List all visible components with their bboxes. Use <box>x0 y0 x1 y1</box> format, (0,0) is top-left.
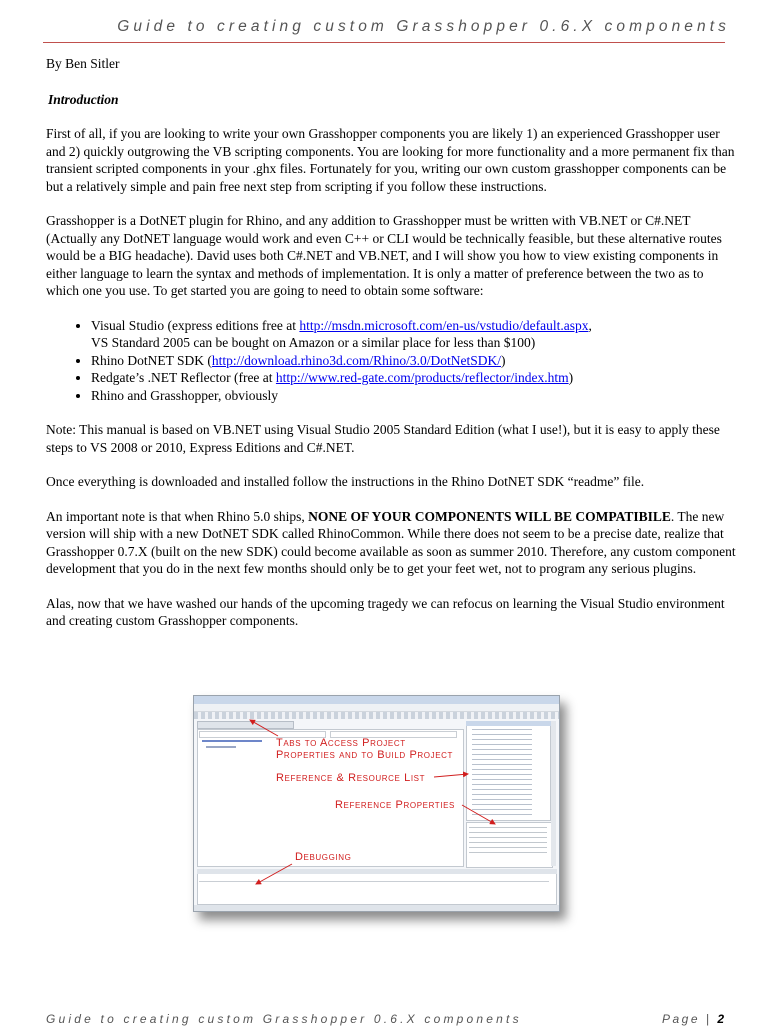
footer-page-indicator: Page | 2 <box>662 1012 725 1026</box>
software-item-rhino-grasshopper: • Rhino and Grasshopper, obviously <box>91 387 736 405</box>
paragraph-intro: First of all, if you are looking to write your own Grasshopper components you are likely 1) an experienced Grasshopper user and 2) quickly outgrowing the VB scripting components. You are looking for more functionality and a more permanent fix than transient scripted components in your .ghx files. Fortunately for you, writing our own custom grasshopper components can be but a relatively simple and pain free next step from scripting if you follow these instructions. <box>46 126 735 194</box>
arrow-reference-list <box>434 774 468 777</box>
footer-title: Guide to creating custom Grasshopper 0.6.X components <box>46 1012 522 1026</box>
paragraph-readme: Once everything is downloaded and installed follow the instructions in the Rhino DotNET SDK “readme” file. <box>46 474 645 489</box>
callout-arrows <box>194 696 559 911</box>
callout-reference-list: Reference & Resource List <box>276 772 426 784</box>
rhino-sdk-link[interactable]: http://download.rhino3d.com/Rhino/3.0/DotNetSDK/ <box>211 352 502 368</box>
page-number: 2 <box>717 1012 725 1026</box>
document-body <box>46 55 736 647</box>
arrow-debugging <box>256 864 292 884</box>
reflector-link[interactable]: http://www.red-gate.com/products/reflector/index.htm <box>275 370 569 385</box>
compatibility-warning: NONE OF YOUR COMPONENTS WILL BE COMPATIBILE <box>308 508 671 524</box>
paragraph-alas: Alas, now that we have washed our hands of the upcoming tragedy we can refocus on learning the Visual Studio environment and creating custom Grasshopper components. <box>46 595 725 628</box>
software-item-reflector: • Redgate’s .NET Reflector (free at http://www.red-gate.com/products/reflector/index.htm) <box>91 369 736 387</box>
visual-studio-link[interactable]: http://msdn.microsoft.com/en-us/vstudio/default.aspx <box>299 317 589 333</box>
paragraph-dotnet: Grasshopper is a DotNET plugin for Rhino, and any addition to Grasshopper must be written with VB.NET or C#.NET (Actually any DotNET language would work and even C++ or CLI would be technically feasible, but these alternative routes would be a BIG headache). David uses both C#.NET and VB.NET, and I will show you how to view existing components in either language to learn the syntax and methods of implementation. It is only a matter of preference between the two as to which one you use. To get started you are going to need to obtain some software: <box>46 213 722 298</box>
visual-studio-screenshot-figure <box>193 695 560 912</box>
callout-tabs: Tabs to Access Project Properties and to Build Project <box>276 737 454 761</box>
page-header-title: Guide to creating custom Grasshopper 0.6.X components <box>117 18 730 35</box>
software-item-rhino-sdk: • Rhino DotNET SDK (http://download.rhino3d.com/Rhino/3.0/DotNetSDK/) <box>91 352 736 370</box>
callout-debugging: Debugging <box>295 851 352 863</box>
introduction-heading: Introduction <box>48 91 119 107</box>
software-item-visual-studio: • Visual Studio (express editions free at http://msdn.microsoft.com/en-us/vstudio/default.aspx, VS Standard 2005 can be bought on Amazon or a similar place for less than $100) <box>91 317 736 352</box>
paragraph-important: An important note is that when Rhino 5.0 ships, NONE OF YOUR COMPONENTS WILL BE COMPATIBILE. The new version will ship with a new DotNET SDK called RhinoCommon. While there does not seem to be a precise date, realize that Grasshopper 0.7.X (built on the new SDK) could become available as soon as summer 2010. Therefore, any custom component development that you do in the next few months should only be to get your feet wet, not to program any serious plugins. <box>46 508 736 576</box>
author-line: By Ben Sitler <box>46 56 120 71</box>
header-rule <box>43 42 725 43</box>
callout-reference-properties: Reference Properties <box>335 799 455 811</box>
paragraph-note: Note: This manual is based on VB.NET using Visual Studio 2005 Standard Edition (what I use!), but it is easy to apply these steps to VS 2008 or 2010, Express Editions and C#.NET. <box>46 422 720 455</box>
arrow-tabs <box>250 720 278 736</box>
arrow-reference-properties <box>462 805 495 824</box>
software-list <box>46 317 736 405</box>
